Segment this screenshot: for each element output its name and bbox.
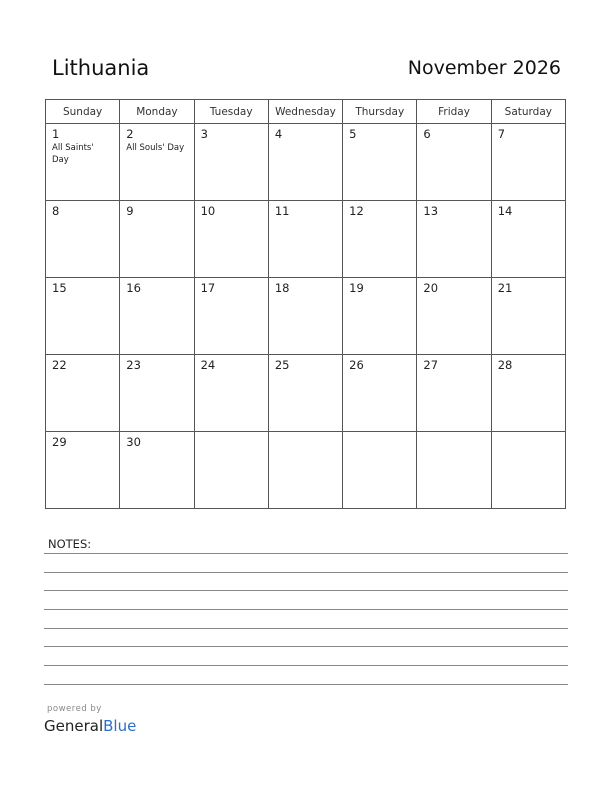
day-cell — [268, 201, 342, 278]
day-cell — [46, 432, 120, 509]
holiday-label: All Souls' Day — [126, 143, 185, 153]
country-title: Lithuania — [52, 56, 150, 80]
day-cell — [46, 355, 120, 432]
holiday-label: All Saints' Day — [52, 143, 94, 165]
day-number: 26 — [349, 358, 364, 372]
week-row — [46, 201, 566, 278]
weekday-saturday: Saturday — [491, 100, 565, 124]
day-cell — [46, 124, 120, 201]
day-number: 27 — [423, 358, 439, 372]
day-cell — [417, 278, 491, 355]
note-line — [44, 684, 568, 685]
weekday-monday: Monday — [120, 100, 194, 124]
day-number: 9 — [126, 204, 134, 218]
day-number: 16 — [126, 281, 141, 295]
weekday-tuesday: Tuesday — [194, 100, 268, 124]
note-line — [44, 665, 568, 666]
day-cell — [120, 432, 194, 509]
note-line — [44, 590, 568, 591]
day-cell — [46, 201, 120, 278]
day-cell — [343, 432, 417, 509]
day-cell — [491, 278, 565, 355]
day-cell — [46, 278, 120, 355]
day-cell — [120, 278, 194, 355]
day-cell — [343, 278, 417, 355]
day-number: 25 — [274, 358, 290, 372]
day-number: 2 — [126, 127, 134, 141]
day-number: 10 — [200, 204, 216, 218]
day-number: 12 — [349, 204, 364, 218]
day-cell — [491, 124, 565, 201]
day-cell — [417, 124, 491, 201]
day-cell — [491, 432, 565, 509]
day-number: 8 — [52, 204, 60, 218]
day-cell — [120, 201, 194, 278]
day-cell — [194, 432, 268, 509]
day-cell — [268, 124, 342, 201]
day-cell — [417, 432, 491, 509]
day-number: 1 — [52, 127, 60, 141]
day-cell — [268, 278, 342, 355]
note-line — [44, 646, 568, 647]
week-row — [46, 278, 566, 355]
day-cell — [491, 355, 565, 432]
day-cell — [343, 355, 417, 432]
day-number: 28 — [497, 358, 513, 372]
day-cell — [194, 201, 268, 278]
week-row — [46, 432, 566, 509]
weekday-thursday: Thursday — [343, 100, 417, 124]
notes-label: NOTES: — [48, 537, 92, 551]
day-cell — [417, 201, 491, 278]
day-number: 7 — [497, 127, 506, 141]
day-number: 4 — [274, 127, 283, 141]
day-number: 21 — [497, 281, 513, 295]
day-number: 30 — [126, 435, 141, 449]
weekday-wednesday: Wednesday — [268, 100, 342, 124]
day-number: 20 — [423, 281, 439, 295]
note-line — [44, 553, 568, 554]
day-cell — [268, 355, 342, 432]
day-number: 23 — [126, 358, 141, 372]
calendar-grid — [45, 99, 566, 509]
generalblue-logo — [44, 717, 136, 735]
day-number: 14 — [497, 204, 513, 218]
day-number: 19 — [349, 281, 364, 295]
day-cell — [120, 124, 194, 201]
weekday-sunday: Sunday — [46, 100, 120, 124]
month-year-title: November 2026 — [407, 57, 561, 79]
day-cell — [491, 201, 565, 278]
week-row — [46, 124, 566, 201]
day-number: 3 — [200, 127, 208, 141]
day-number: 22 — [52, 358, 67, 372]
day-cell — [194, 124, 268, 201]
day-number: 24 — [200, 358, 216, 372]
day-cell — [194, 278, 268, 355]
note-line — [44, 609, 568, 610]
day-cell — [268, 432, 342, 509]
day-number: 15 — [52, 281, 67, 295]
day-number: 13 — [423, 204, 439, 218]
brand-general: General — [44, 717, 104, 735]
week-row — [46, 355, 566, 432]
weekday-friday: Friday — [417, 100, 491, 124]
powered-by-label: powered by — [47, 704, 102, 714]
note-line — [44, 572, 568, 573]
day-cell — [343, 124, 417, 201]
day-cell — [120, 355, 194, 432]
brand-blue: Blue — [103, 717, 137, 735]
day-cell — [343, 201, 417, 278]
day-number: 5 — [349, 127, 357, 141]
day-number: 6 — [423, 127, 431, 141]
day-number: 18 — [274, 281, 290, 295]
weekday-header-row — [46, 100, 566, 124]
day-number: 17 — [200, 281, 216, 295]
day-cell — [194, 355, 268, 432]
day-number: 11 — [274, 204, 290, 218]
day-cell — [417, 355, 491, 432]
note-line — [44, 628, 568, 629]
day-number: 29 — [52, 435, 67, 449]
